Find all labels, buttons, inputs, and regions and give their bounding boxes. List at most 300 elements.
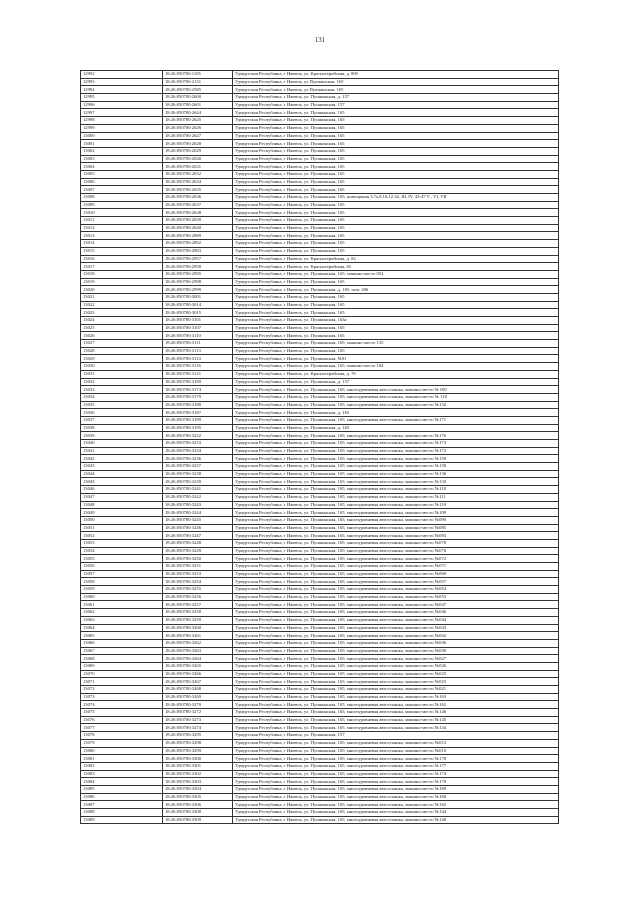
table-row <box>81 486 559 494</box>
cadastral-number-cell: 18:26:050700:3187 <box>163 409 233 417</box>
row-number-cell: 12995 <box>81 94 163 102</box>
row-number-cell: 13058 <box>81 578 163 586</box>
row-number-cell: 13079 <box>81 739 163 747</box>
row-number-cell: 13008 <box>81 194 163 202</box>
cadastral-number-cell: 18:26:050700:3251 <box>163 563 233 571</box>
row-number-cell: 13016 <box>81 255 163 263</box>
table-row <box>81 586 559 594</box>
cadastral-number-cell: 18:26:050700:2995 <box>163 270 233 278</box>
address-cell: Удмуртская Республика, г Ижевск, ул. Пушкинская, 165 <box>233 301 559 309</box>
table-row <box>81 393 559 401</box>
address-cell: Удмуртская Республика, г Ижевск, ул. Пушкинская, 165, многоуровневая автостоянка, машино-место №071 <box>233 563 559 571</box>
table-row <box>81 493 559 501</box>
cadastral-number-cell: 18:26:050700:3246 <box>163 524 233 532</box>
row-number-cell: 13089 <box>81 816 163 824</box>
row-number-cell: 12996 <box>81 101 163 109</box>
table-row <box>81 670 559 678</box>
row-number-cell: 13009 <box>81 201 163 209</box>
cadastral-number-cell: 18:26:050700:2628 <box>163 140 233 148</box>
row-number-cell: 13068 <box>81 655 163 663</box>
row-number-cell: 13020 <box>81 286 163 294</box>
address-cell: Удмуртская Республика, г Ижевск, ул. Пушкинская, 165, многоуровневая автостоянка, машино-место №170 <box>233 778 559 786</box>
table-row <box>81 616 559 624</box>
row-number-cell: 13088 <box>81 809 163 817</box>
cadastral-number-cell: 18:26:050700:3308 <box>163 809 233 817</box>
row-number-cell: 13003 <box>81 155 163 163</box>
address-cell: Удмуртская Республика, г Ижевск, ул. Пушкинская, 165, многоуровневая автостоянка, машино-место №159 <box>233 455 559 463</box>
row-number-cell: 13072 <box>81 686 163 694</box>
cadastral-number-cell: 18:26:050700:2998 <box>163 278 233 286</box>
cadastral-number-cell: 18:26:050700:3257 <box>163 601 233 609</box>
cadastral-number-cell: 18:26:050700:3274 <box>163 724 233 732</box>
row-number-cell: 13045 <box>81 478 163 486</box>
table-row <box>81 293 559 301</box>
address-cell: Удмуртская Республика, г Ижевск, ул. Пушкинская, 165, машино-место 052 <box>233 270 559 278</box>
address-cell: Удмуртская Республика, г Ижевск, ул. Пушкинская, 165 <box>233 232 559 240</box>
cadastral-number-cell: 18:26:050700:3248 <box>163 539 233 547</box>
cadastral-number-cell: 18:26:050700:2585 <box>163 86 233 94</box>
address-cell: Удмуртская Республика, г Ижевск, ул. Красногеройская, д. 80б <box>233 71 559 79</box>
cadastral-number-cell: 18:26:050700:3189 <box>163 416 233 424</box>
table-row <box>81 278 559 286</box>
row-number-cell: 13024 <box>81 317 163 325</box>
row-number-cell: 13082 <box>81 762 163 770</box>
row-number-cell: 13011 <box>81 217 163 225</box>
cadastral-number-cell: 18:26:050700:3273 <box>163 716 233 724</box>
cadastral-number-cell: 18:26:050700:3101 <box>163 317 233 325</box>
address-cell: Удмуртская Республика, г Ижевск, ул. Пушкинская, 165 <box>233 278 559 286</box>
row-number-cell: 13083 <box>81 770 163 778</box>
cadastral-number-cell: 18:26:050700:3300 <box>163 755 233 763</box>
cadastral-number-cell: 18:26:050700:3232 <box>163 432 233 440</box>
cadastral-number-cell: 18:26:050700:3268 <box>163 686 233 694</box>
table-row <box>81 778 559 786</box>
table-row <box>81 747 559 755</box>
cadastral-number-cell: 18:26:050700:3233 <box>163 440 233 448</box>
address-cell: Удмуртская Республика, г Ижевск, ул. Пушкинская, 165 <box>233 132 559 140</box>
table-row <box>81 109 559 117</box>
cadastral-number-cell: 18:26:050700:2625 <box>163 117 233 125</box>
address-cell: Удмуртская Республика, г Ижевск, ул. Пушкинская, 165 <box>233 217 559 225</box>
table-row <box>81 716 559 724</box>
address-cell: Удмуртская Республика, г Ижевск, ул Пушкинская, 165 <box>233 78 559 86</box>
row-number-cell: 13019 <box>81 278 163 286</box>
cadastral-number-cell: 18:26:050700:2629 <box>163 147 233 155</box>
row-number-cell: 13054 <box>81 547 163 555</box>
row-number-cell: 12992 <box>81 71 163 79</box>
cadastral-number-cell: 18:26:050700:2889 <box>163 232 233 240</box>
address-cell: Удмуртская Республика, г Ижевск, ул. Пушкинская, 165, многоуровневая автостоянка, машино-место №163 <box>233 693 559 701</box>
row-number-cell: 13032 <box>81 378 163 386</box>
address-cell: Удмуртская Республика, г Ижевск, ул. Пушкинская, 165, многоуровневая автостоянка, машино-место № 110 <box>233 393 559 401</box>
address-cell: Удмуртская Республика, г Ижевск, ул. Пушкинская, 165, многоуровневая автостоянка, машино-место №169 <box>233 785 559 793</box>
table-row <box>81 655 559 663</box>
row-number-cell: 13036 <box>81 409 163 417</box>
row-number-cell: 13022 <box>81 301 163 309</box>
row-number-cell: 13067 <box>81 647 163 655</box>
row-number-cell: 13010 <box>81 209 163 217</box>
cadastral-number-cell: 18:26:050700:2624 <box>163 109 233 117</box>
address-cell: Удмуртская Республика, г Ижевск, ул. Пушкинская, 165 <box>233 201 559 209</box>
row-number-cell: 13057 <box>81 570 163 578</box>
address-cell: Удмуртская Республика, г Ижевск, ул. Пушкинская, д. 157 <box>233 378 559 386</box>
row-number-cell: 13084 <box>81 778 163 786</box>
row-number-cell: 13026 <box>81 332 163 340</box>
cadastral-number-cell: 18:26:050700:3110 <box>163 332 233 340</box>
cadastral-number-cell: 18:26:050700:2999 <box>163 286 233 294</box>
row-number-cell: 13076 <box>81 716 163 724</box>
row-number-cell: 13018 <box>81 270 163 278</box>
address-cell: Удмуртская Республика, г Ижевск, ул. Пушкинская, №91 <box>233 355 559 363</box>
table-row <box>81 363 559 371</box>
row-number-cell: 13015 <box>81 247 163 255</box>
table-row <box>81 124 559 132</box>
row-number-cell: 13049 <box>81 509 163 517</box>
address-cell: Удмуртская Республика, г Ижевск, ул. Пушкинская, 165, многоуровневая автостоянка, машино-место №165 <box>233 801 559 809</box>
address-cell: Удмуртская Республика, г Ижевск, ул. Пушкинская, 165 <box>233 240 559 248</box>
address-cell: Удмуртская Республика, г Ижевск, ул. Пушкинская, 165, многоуровневая автостоянка, машино-место №013 <box>233 739 559 747</box>
cadastral-number-cell: 18:26:050700:3303 <box>163 778 233 786</box>
address-cell: Удмуртская Республика, г Ижевск, ул. Пушкинская, 165, машино-место 104 <box>233 363 559 371</box>
row-number-cell: 13044 <box>81 470 163 478</box>
address-cell: Удмуртская Республика, г Ижевск, ул. Пушкинская, 165, многоуровневая автостоянка, машино-место №173 <box>233 440 559 448</box>
address-cell: Удмуртская Республика, г Ижевск, ул. Красногеройская, д. 82 <box>233 255 559 263</box>
table-row <box>81 801 559 809</box>
row-number-cell: 13080 <box>81 747 163 755</box>
cadastral-number-cell: 18:26:050700:3121 <box>163 370 233 378</box>
cadastral-number-cell: 18:26:050700:2626 <box>163 124 233 132</box>
address-cell: Удмуртская Республика, г Ижевск, ул. Пушкинская, 165, помещения 3,7а,9,10,12-42, III, IV, 43-47 V , VI, VII <box>233 194 559 202</box>
cadastral-number-cell: 18:26:050700:3295 <box>163 732 233 740</box>
table-row <box>81 332 559 340</box>
cadastral-number-cell: 18:26:050700:2637 <box>163 201 233 209</box>
cadastral-number-cell: 18:26:050700:3267 <box>163 678 233 686</box>
table-row <box>81 101 559 109</box>
row-number-cell: 13002 <box>81 147 163 155</box>
table-row <box>81 240 559 248</box>
cadastral-number-cell: 18:26:050700:2630 <box>163 155 233 163</box>
address-cell: Удмуртская Республика, г Ижевск, ул. Пушкинская, 165, многоуровневая автостоянка, машино-место №027 <box>233 655 559 663</box>
row-number-cell: 13074 <box>81 701 163 709</box>
cadastral-number-cell: 18:26:050700:2631 <box>163 163 233 171</box>
table-row <box>81 263 559 271</box>
row-number-cell: 13048 <box>81 501 163 509</box>
cadastral-number-cell: 18:26:050700:2903 <box>163 247 233 255</box>
address-cell: Удмуртская Республика, г Ижевск, ул. Пушкинская, 157 <box>233 101 559 109</box>
table-row <box>81 232 559 240</box>
row-number-cell: 13013 <box>81 232 163 240</box>
row-number-cell: 13037 <box>81 416 163 424</box>
table-row <box>81 94 559 102</box>
row-number-cell: 13065 <box>81 632 163 640</box>
address-cell: Удмуртская Республика, г Ижевск, ул. Пушкинская, 165, многоуровневая автостоянка, машино-место №158 <box>233 463 559 471</box>
table-row <box>81 71 559 79</box>
cadastral-number-cell: 18:26:050700:3001 <box>163 293 233 301</box>
table-row <box>81 724 559 732</box>
table-row <box>81 140 559 148</box>
cadastral-number-cell: 18:26:050700:3249 <box>163 547 233 555</box>
row-number-cell: 13034 <box>81 393 163 401</box>
address-cell: Удмуртская Республика, г Ижевск, ул. Пушкинская, 165, многоуровневая автостоянка, машино-место №076 <box>233 547 559 555</box>
address-cell: Удмуртская Республика, г Ижевск, ул. Пушкинская, 165 <box>233 117 559 125</box>
address-cell: Удмуртская Республика, г Ижевск, ул. Пушкинская, 165, многоуровневая автостоянка, машино-место №043 <box>233 624 559 632</box>
address-cell: Удмуртская Республика, г Ижевск, ул. Пушкинская, 165, многоуровневая автостоянка, машино-место №042 <box>233 632 559 640</box>
row-number-cell: 13005 <box>81 170 163 178</box>
row-number-cell: 13017 <box>81 263 163 271</box>
table-row <box>81 247 559 255</box>
table-row <box>81 539 559 547</box>
row-number-cell: 13053 <box>81 539 163 547</box>
table-row <box>81 739 559 747</box>
address-cell: Удмуртская Республика, г Ижевск, ул Пушкинская, 165 <box>233 86 559 94</box>
row-number-cell: 13059 <box>81 586 163 594</box>
cadastral-number-cell: 18:26:050700:3258 <box>163 609 233 617</box>
cadastral-number-cell: 18:26:050700:3015 <box>163 309 233 317</box>
cadastral-number-cell: 18:26:050700:2892 <box>163 240 233 248</box>
address-cell: Удмуртская Республика, г Ижевск, ул. Пушкинская, 165, многоуровневая автостоянка, машино-место №118 <box>233 486 559 494</box>
row-number-cell: 13064 <box>81 624 163 632</box>
address-cell: Удмуртская Республика, г Ижевск, ул. Красногеройская, 82 <box>233 263 559 271</box>
cadastral-number-cell: 18:26:050700:2635 <box>163 186 233 194</box>
table-row <box>81 440 559 448</box>
row-number-cell: 12993 <box>81 78 163 86</box>
table-row <box>81 217 559 225</box>
row-number-cell: 13086 <box>81 793 163 801</box>
cadastral-number-cell: 18:26:050700:3243 <box>163 501 233 509</box>
table-row <box>81 701 559 709</box>
table-row <box>81 601 559 609</box>
page-number: 131 <box>314 36 326 44</box>
cadastral-number-cell: 18:26:050700:3299 <box>163 747 233 755</box>
cadastral-number-cell: 18:26:050700:3242 <box>163 493 233 501</box>
row-number-cell: 13078 <box>81 732 163 740</box>
address-cell: Удмуртская Республика, г Ижевск, ул. Пушкинская, 165, многоуровневая автостоянка, машино-место №171 <box>233 416 559 424</box>
address-cell: Удмуртская Республика, г Ижевск, ул. Пушкинская, 165, многоуровневая автостоянка, машино-место №054 <box>233 586 559 594</box>
row-number-cell: 13006 <box>81 178 163 186</box>
cadastral-number-cell: 18:26:050700:3179 <box>163 393 233 401</box>
cadastral-number-cell: 18:26:050700:3169 <box>163 378 233 386</box>
table-row <box>81 785 559 793</box>
table-row <box>81 816 559 824</box>
cadastral-number-cell: 18:26:050700:3107 <box>163 324 233 332</box>
table-row <box>81 370 559 378</box>
row-number-cell: 13077 <box>81 724 163 732</box>
cadastral-number-cell: 18:26:050700:3111 <box>163 340 233 348</box>
address-cell: Удмуртская Республика, г Ижевск, ул. Пушкинская, 165 <box>233 124 559 132</box>
table-row <box>81 186 559 194</box>
row-number-cell: 13046 <box>81 486 163 494</box>
address-cell: Удмуртская Республика, г Ижевск, ул. Пушкинская, 165, многоуровневая автостоянка, машино-место №109 <box>233 509 559 517</box>
cadastral-number-cell: 18:26:050700:3239 <box>163 478 233 486</box>
address-cell: Удмуртская Республика, г Ижевск, ул. Пушкинская, 165, многоуровневая автостоянка, машино-место №146 <box>233 709 559 717</box>
register-table-body <box>81 71 559 824</box>
cadastral-number-cell: 18:26:050700:3255 <box>163 586 233 594</box>
address-cell: Удмуртская Республика, г Ижевск, ул. Пушкинская, 165 <box>233 109 559 117</box>
cadastral-number-cell: 18:26:050700:3298 <box>163 739 233 747</box>
address-cell: Удмуртская Республика, г Ижевск, ул. Пушкинская, 165, многоуровневая автостоянка, машино-место №010 <box>233 747 559 755</box>
row-number-cell: 13070 <box>81 670 163 678</box>
cadastral-number-cell: 18:26:050700:3195 <box>163 424 233 432</box>
cadastral-number-cell: 18:26:050700:3305 <box>163 793 233 801</box>
cadastral-number-cell: 18:26:050700:1105 <box>163 71 233 79</box>
cadastral-number-cell: 18:26:050700:3238 <box>163 470 233 478</box>
address-cell: Удмуртская Республика, г Ижевск, ул. Пушкинская, 165, многоуровневая автостоянка, машино-место №145 <box>233 716 559 724</box>
cadastral-number-cell: 18:26:050700:3253 <box>163 570 233 578</box>
row-number-cell: 13062 <box>81 609 163 617</box>
table-row <box>81 194 559 202</box>
table-row <box>81 693 559 701</box>
table-row <box>81 463 559 471</box>
row-number-cell: 13047 <box>81 493 163 501</box>
address-cell: Удмуртская Республика, г Ижевск, ул. Пушкинская, 165 <box>233 178 559 186</box>
cadastral-number-cell: 18:26:050700:3270 <box>163 701 233 709</box>
table-row <box>81 432 559 440</box>
cadastral-number-cell: 18:26:050700:2636 <box>163 194 233 202</box>
cadastral-number-cell: 18:26:050700:3180 <box>163 401 233 409</box>
cadastral-number-cell: 18:26:050700:2600 <box>163 94 233 102</box>
address-cell: Удмуртская Республика, г Ижевск, ул. Пушкинская, 165, многоуровневая автостоянка, машино-место №090 <box>233 516 559 524</box>
row-number-cell: 13056 <box>81 563 163 571</box>
cadastral-number-cell: 18:26:050700:3014 <box>163 301 233 309</box>
cadastral-number-cell: 18:26:050700:3265 <box>163 662 233 670</box>
table-row <box>81 647 559 655</box>
address-cell: Удмуртская Республика, г Ижевск, ул. Пушкинская, 165, многоуровневая автостоянка, машино-место №136 <box>233 470 559 478</box>
address-cell: Удмуртская Республика, г Ижевск, ул. Пушкинская, 165, многоуровневая автостоянка, машино-место №057 <box>233 578 559 586</box>
address-cell: Удмуртская Республика, г Ижевск, ул. Пушкинская, 165, многоуровневая автостоянка, машино-место №025 <box>233 670 559 678</box>
address-cell: Удмуртская Республика, г Ижевск, ул. Пушкинская, д. 165 <box>233 409 559 417</box>
table-row <box>81 732 559 740</box>
address-cell: Удмуртская Республика, г Ижевск, ул. Пушкинская, 165, многоуровневая автостоянка, машино-место №023 <box>233 678 559 686</box>
address-cell: Удмуртская Республика, г Ижевск, ул. Пушкинская, 165, многоуровневая автостоянка, машино-место №044 <box>233 616 559 624</box>
address-cell: Удмуртская Республика, г Ижевск, ул. Пушкинская, 165, многоуровневая автостоянка, машино-место №047 <box>233 601 559 609</box>
row-number-cell: 12997 <box>81 109 163 117</box>
row-number-cell: 13039 <box>81 432 163 440</box>
cadastral-number-cell: 18:26:050700:2634 <box>163 178 233 186</box>
table-row <box>81 455 559 463</box>
row-number-cell: 13038 <box>81 424 163 432</box>
row-number-cell: 13023 <box>81 309 163 317</box>
address-cell: Удмуртская Республика, г Ижевск, ул. Пушкинская, 165, многоуровневая автостоянка, машино-место №176 <box>233 432 559 440</box>
address-cell: Удмуртская Республика, г Ижевск, ул. Пушкинская, 165, многоуровневая автостоянка, машино-место №178 <box>233 755 559 763</box>
address-cell: Удмуртская Республика, г Ижевск, ул. Пушкинская, 165 <box>233 140 559 148</box>
table-row <box>81 639 559 647</box>
row-number-cell: 12994 <box>81 86 163 94</box>
row-number-cell: 13028 <box>81 347 163 355</box>
address-cell: Удмуртская Республика, г Ижевск, ул. Пушкинская, 165, многоуровневая автостоянка, машино-место №172 <box>233 447 559 455</box>
table-row <box>81 762 559 770</box>
table-row <box>81 555 559 563</box>
cadastral-number-cell: 18:26:050700:2957 <box>163 255 233 263</box>
table-row <box>81 563 559 571</box>
row-number-cell: 13061 <box>81 601 163 609</box>
cadastral-number-cell: 18:26:050700:2632 <box>163 170 233 178</box>
address-cell: Удмуртская Республика, г Ижевск, ул. Пушкинская, 165, многоуровневая автостоянка, машино-место №110 <box>233 501 559 509</box>
address-cell: Удмуртская Республика, г Ижевск, ул. Пушкинская, 165, многоуровневая автостоянка, машино-место №026 <box>233 662 559 670</box>
table-row <box>81 447 559 455</box>
table-row <box>81 524 559 532</box>
table-row <box>81 501 559 509</box>
row-number-cell: 13035 <box>81 401 163 409</box>
row-number-cell: 13051 <box>81 524 163 532</box>
table-row <box>81 416 559 424</box>
table-row <box>81 632 559 640</box>
address-cell: Удмуртская Республика, г Ижевск, ул. Пушкинская, 165, многоуровневая автостоянка, машино-место №140 <box>233 816 559 824</box>
table-row <box>81 609 559 617</box>
cadastral-number-cell: 18:26:050700:3256 <box>163 593 233 601</box>
row-number-cell: 13066 <box>81 639 163 647</box>
table-row <box>81 117 559 125</box>
row-number-cell: 13021 <box>81 293 163 301</box>
address-cell: Удмуртская Республика, г Ижевск, ул. Пушкинская, 165 <box>233 147 559 155</box>
cadastral-number-cell: 18:26:050700:3269 <box>163 693 233 701</box>
table-row <box>81 624 559 632</box>
table-row <box>81 209 559 217</box>
address-cell: Удмуртская Республика, г Ижевск, ул. Пушкинская, 165 <box>233 332 559 340</box>
cadastral-number-cell: 18:26:050700:2627 <box>163 132 233 140</box>
row-number-cell: 13063 <box>81 616 163 624</box>
address-cell: Удмуртская Республика, г Ижевск, ул. Пушкинская, 165, многоуровневая автостоянка, машино-место №162 <box>233 701 559 709</box>
table-row <box>81 86 559 94</box>
table-row <box>81 132 559 140</box>
address-cell: Удмуртская Республика, г Ижевск, ул. Пушкинская, 165, многоуровневая автостоянка, машино-место №134 <box>233 724 559 732</box>
address-cell: Удмуртская Республика, г Ижевск, ул. Пушкинская, 165, многоуровневая автостоянка, машино-место №060 <box>233 570 559 578</box>
cadastral-number-cell: 18:26:050700:3266 <box>163 670 233 678</box>
address-cell: Удмуртская Республика, г Ижевск, ул. Пушкинская, 165, многоуровневая автостоянка, машино-место №085 <box>233 524 559 532</box>
row-number-cell: 13055 <box>81 555 163 563</box>
address-cell: Удмуртская Республика, г Ижевск, ул. Пушкинская, 165 <box>233 247 559 255</box>
row-number-cell: 13004 <box>81 163 163 171</box>
cadastral-number-cell: 18:26:050700:3259 <box>163 616 233 624</box>
row-number-cell: 13000 <box>81 132 163 140</box>
row-number-cell: 13073 <box>81 693 163 701</box>
table-row <box>81 309 559 317</box>
address-cell: Удмуртская Республика, г Ижевск, ул. Пушкинская, 165, многоуровневая автостоянка, машино-место №030 <box>233 647 559 655</box>
cadastral-number-cell: 18:26:050700:2640 <box>163 224 233 232</box>
table-row <box>81 224 559 232</box>
address-cell: Удмуртская Республика, г Ижевск, ул. Пушкинская, 165 <box>233 163 559 171</box>
table-row <box>81 593 559 601</box>
cadastral-number-cell: 18:26:050700:3261 <box>163 632 233 640</box>
row-number-cell: 13075 <box>81 709 163 717</box>
table-row <box>81 509 559 517</box>
table-row <box>81 201 559 209</box>
cadastral-number-cell: 18:26:050700:3247 <box>163 532 233 540</box>
cadastral-number-cell: 18:26:050700:3304 <box>163 785 233 793</box>
row-number-cell: 13042 <box>81 455 163 463</box>
cadastral-number-cell: 18:26:050700:2601 <box>163 101 233 109</box>
table-row <box>81 409 559 417</box>
cadastral-number-cell: 18:26:050700:3114 <box>163 355 233 363</box>
row-number-cell: 13081 <box>81 755 163 763</box>
row-number-cell: 13014 <box>81 240 163 248</box>
cadastral-number-cell: 18:26:050700:3262 <box>163 639 233 647</box>
address-cell: Удмуртская Республика, г Ижевск, ул. Пушкинская, 165 <box>233 170 559 178</box>
row-number-cell: 13031 <box>81 370 163 378</box>
table-row <box>81 516 559 524</box>
address-cell: Удмуртская Республика, г Ижевск, ул. Пушкинская, 165, машино-место 135 <box>233 340 559 348</box>
table-row <box>81 255 559 263</box>
address-cell: Удмуртская Республика, г Ижевск, ул. Пушкинская, 165, многоуровневая автостоянка, машино-место №144 <box>233 809 559 817</box>
row-number-cell: 13043 <box>81 463 163 471</box>
table-row <box>81 755 559 763</box>
cadastral-number-cell: 18:26:050700:3254 <box>163 578 233 586</box>
row-number-cell: 13040 <box>81 440 163 448</box>
table-row <box>81 178 559 186</box>
table-row <box>81 424 559 432</box>
row-number-cell: 12999 <box>81 124 163 132</box>
table-row <box>81 678 559 686</box>
address-cell: Удмуртская Республика, г Ижевск, ул. Пушкинская, 165 <box>233 324 559 332</box>
